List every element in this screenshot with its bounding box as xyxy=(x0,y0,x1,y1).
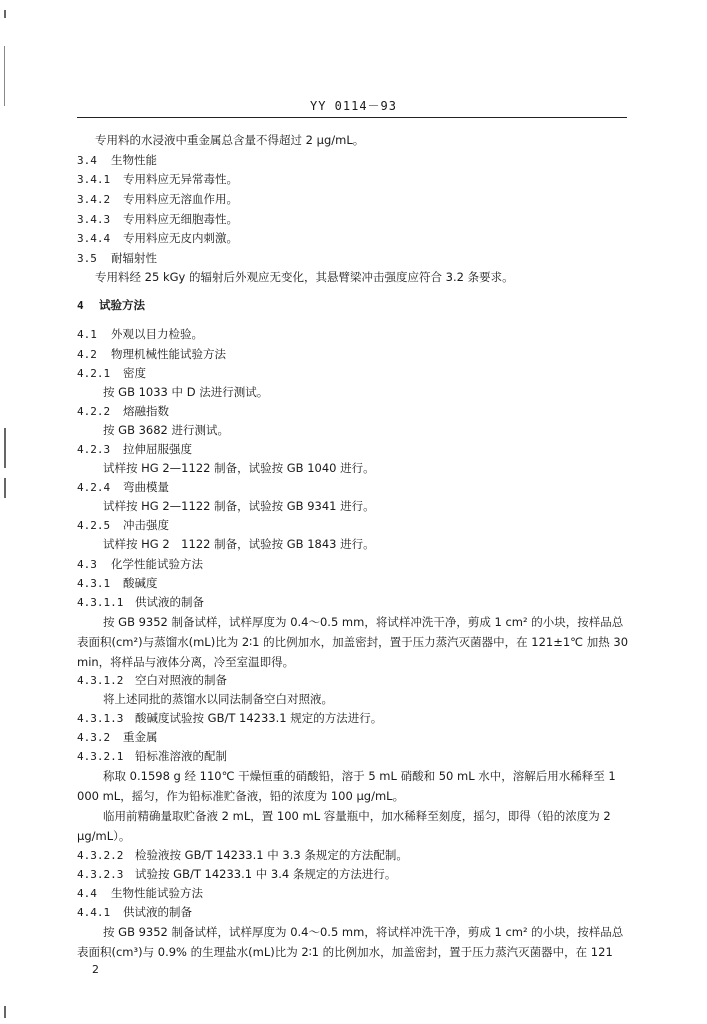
paragraph: 按 GB 9352 制备试样，试样厚度为 0.4～0.5 mm，将试样冲洗干净，剪成 1 cm² 的小块，按样品总表面积(cm²)与蒸馏水(mL)比为 2∶1 的比例加水，加盖密封，置于压力蒸汽灭菌器中，在 121±1℃ 加热 30 min，将样品与液体分离，冷至室温即得。 xyxy=(77,615,629,669)
paragraph: 按 GB 3682 进行测试。 xyxy=(103,423,230,437)
clause-line: 4.3.2.2 检验液按 GB/T 14233.1 中 3.3 条规定的方法配制。 xyxy=(77,848,408,862)
paragraph: 试样按 HG 2 1122 制备，试验按 GB 1843 进行。 xyxy=(103,537,375,551)
section-heading: 4.4 生物性能试验方法 xyxy=(77,886,203,900)
scan-margin-mark xyxy=(4,10,6,18)
subsection-heading: 4.2.1 密度 xyxy=(77,366,146,380)
clause-line: 3.4.3 专用料应无细胞毒性。 xyxy=(77,212,238,226)
paragraph: 临用前精确量取贮备液 2 mL，置 100 mL 容量瓶中，加水稀释至刻度，摇匀，即得（铅的浓度为 2 μg/mL）。 xyxy=(77,809,611,843)
page-header: YY 0114－93 xyxy=(309,99,398,113)
scan-margin-mark xyxy=(4,1006,6,1018)
subsection-heading: 4.4.1 供试液的制备 xyxy=(77,905,192,919)
subsection-heading: 4.2.3 拉伸屈服强度 xyxy=(77,442,192,456)
paragraph: 试样按 HG 2—1122 制备，试验按 GB 1040 进行。 xyxy=(103,461,375,475)
clause-line: 4.1 外观以目力检验。 xyxy=(77,327,203,341)
clause-line: 4.3.1.3 酸碱度试验按 GB/T 14233.1 规定的方法进行。 xyxy=(77,711,383,725)
header-rule xyxy=(77,117,627,118)
subsection-heading: 4.2.2 熔融指数 xyxy=(77,404,169,418)
subsection-heading: 4.3.1.1 供试液的制备 xyxy=(77,595,204,609)
paragraph: 按 GB 9352 制备试样，试样厚度为 0.4～0.5 mm，将试样冲洗干净，剪成 1 cm² 的小块，按样品总表面积(cm³)与 0.9% 的生理盐水(mL)比为 2∶1 的比例加水，加盖密封，置于压力蒸汽灭菌器中，在 121 xyxy=(77,925,624,959)
section-heading: 4.3 化学性能试验方法 xyxy=(77,557,203,571)
clause-line: 3.4.2 专用料应无溶血作用。 xyxy=(77,192,238,206)
section-heading: 3.4 生物性能 xyxy=(77,153,157,167)
page-number: 2 xyxy=(92,963,99,976)
clause-line: 4.3.2.3 试验按 GB/T 14233.1 中 3.4 条规定的方法进行。 xyxy=(77,867,397,881)
subsection-heading: 4.2.5 冲击强度 xyxy=(77,518,169,532)
subsection-heading: 4.3.1 酸碱度 xyxy=(77,576,158,590)
chapter-heading: 4 试验方法 xyxy=(77,298,145,312)
section-heading: 4.2 物理机械性能试验方法 xyxy=(77,347,226,361)
paragraph: 按 GB 1033 中 D 法进行测试。 xyxy=(103,385,269,399)
subsection-heading: 4.3.2.1 铅标准溶液的配制 xyxy=(77,749,227,763)
clause-line: 3.4.1 专用料应无异常毒性。 xyxy=(77,172,238,186)
paragraph: 试样按 HG 2—1122 制备，试验按 GB 9341 进行。 xyxy=(103,499,375,513)
clause-line: 3.4.4 专用料应无皮内刺激。 xyxy=(77,231,238,245)
subsection-heading: 4.3.1.2 空白对照液的制备 xyxy=(77,673,227,687)
scan-margin-mark xyxy=(4,478,6,498)
scan-margin-mark xyxy=(4,428,6,468)
paragraph: 称取 0.1598 g 经 110℃ 干燥恒重的硝酸铅，溶于 5 mL 硝酸和 50 mL 水中，溶解后用水稀释至 1 000 mL，摇匀，作为铅标准贮备液，铅的浓度为 100 μg/mL。 xyxy=(77,769,616,803)
subsection-heading: 4.2.4 弯曲模量 xyxy=(77,480,169,494)
paragraph: 专用料经 25 kGy 的辐射后外观应无变化，其悬臂梁冲击强度应符合 3.2 条要求。 xyxy=(95,270,514,284)
paragraph: 专用料的水浸液中重金属总含量不得超过 2 μg/mL。 xyxy=(95,133,365,147)
section-heading: 3.5 耐辐射性 xyxy=(77,251,157,265)
paragraph: 将上述同批的蒸馏水以同法制备空白对照液。 xyxy=(103,692,333,706)
subsection-heading: 4.3.2 重金属 xyxy=(77,730,158,744)
